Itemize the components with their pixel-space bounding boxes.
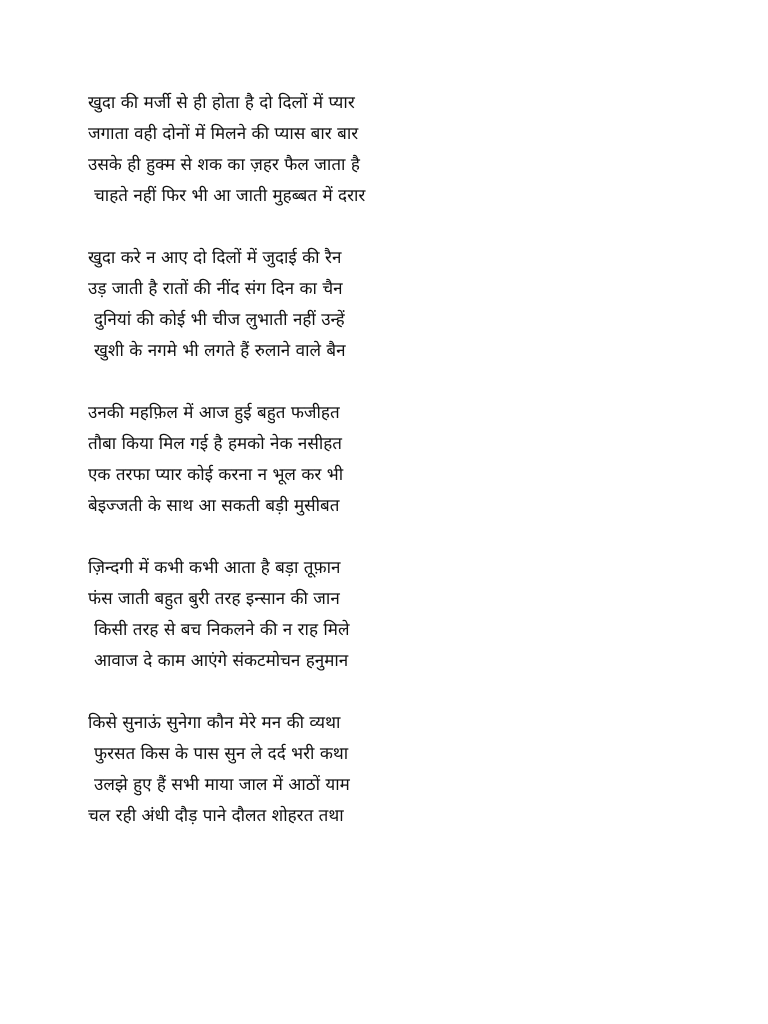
poem-line: तौबा किया मिल गई है हमको नेक नसीहत xyxy=(88,434,342,454)
poem-line: एक तरफा प्यार कोई करना न भूल कर भी xyxy=(88,465,344,485)
stanza-3 xyxy=(88,398,708,522)
poem-line: जगाता वही दोनों में मिलने की प्यास बार बार xyxy=(88,124,359,144)
poem xyxy=(88,88,708,863)
poem-line: किसे सुनाऊं सुनेगा कौन मेरे मन की व्यथा xyxy=(88,713,341,733)
poem-line: उनकी महफ़िल में आज हुई बहुत फजीहत xyxy=(88,403,340,423)
poem-line: उड़ जाती है रातों की नींद संग दिन का चैन xyxy=(88,279,343,299)
poem-line: फुरसत किस के पास सुन ले दर्द भरी कथा xyxy=(94,744,349,764)
poem-line: ज़िन्दगी में कभी कभी आता है बड़ा तूफ़ान xyxy=(88,558,341,578)
poem-line: खुशी के नगमे भी लगते हैं रुलाने वाले बैन xyxy=(94,341,346,361)
poem-line: खुदा करे न आए दो दिलों में जुदाई की रैन xyxy=(88,248,342,268)
poem-line: दुनियां की कोई भी चीज लुभाती नहीं उन्हें xyxy=(94,310,345,330)
poem-line: बेइज्जती के साथ आ सकती बड़ी मुसीबत xyxy=(88,496,340,516)
poem-line: किसी तरह से बच निकलने की न राह मिले xyxy=(94,620,350,640)
stanza-1 xyxy=(88,88,708,212)
poem-line: खुदा की मर्जी से ही होता है दो दिलों में प्यार xyxy=(88,93,355,113)
stanza-2 xyxy=(88,243,708,367)
poem-line: फंस जाती बहुत बुरी तरह इन्सान की जान xyxy=(88,589,340,609)
stanza-5 xyxy=(88,708,708,832)
poem-line: चल रही अंधी दौड़ पाने दौलत शोहरत तथा xyxy=(88,806,344,826)
poem-line: उलझे हुए हैं सभी माया जाल में आठों याम xyxy=(94,775,350,795)
poem-line: चाहते नहीं फिर भी आ जाती मुहब्बत में दरार xyxy=(94,186,366,206)
stanza-4 xyxy=(88,553,708,677)
poem-line: आवाज दे काम आएंगे संकटमोचन हनुमान xyxy=(94,651,349,671)
poem-line: उसके ही हुक्म से शक का ज़हर फैल जाता है xyxy=(88,155,360,175)
